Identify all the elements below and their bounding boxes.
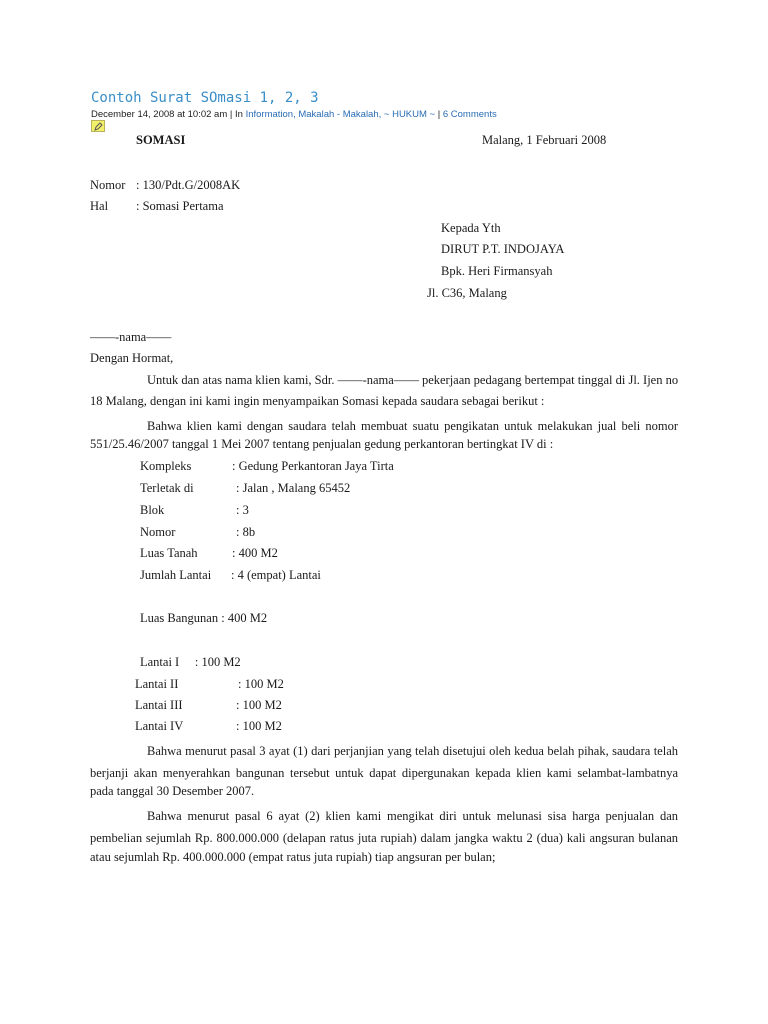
comments-link[interactable]: 6 Comments xyxy=(442,109,497,120)
paragraph-line: 18 Malang, dengan ini kami ingin menyampaikan Somasi kepada saudara sebagai berikut : xyxy=(90,394,545,408)
floor-value: : 100 M2 xyxy=(238,677,284,691)
recipient-address: Jl. C36, Malang xyxy=(427,286,507,300)
detail-value: : Gedung Perkantoran Jaya Tirta xyxy=(232,459,394,473)
nomor-label: Nomor xyxy=(90,178,126,192)
paragraph-line: Bahwa menurut pasal 3 ayat (1) dari perjanjian yang telah disetujui oleh kedua belah pihak, saudara telah xyxy=(147,744,678,758)
detail-value: : Jalan , Malang 65452 xyxy=(236,481,351,495)
detail-value: : 8b xyxy=(236,525,256,539)
detail-label: Blok xyxy=(140,503,165,517)
paragraph-line: pada tanggal 30 Desember 2007. xyxy=(90,784,255,798)
edit-icon[interactable] xyxy=(91,120,105,132)
detail-label: Nomor xyxy=(140,525,176,539)
hal-label: Hal xyxy=(90,199,109,213)
post-title[interactable]: Contoh Surat SOmasi 1, 2, 3 xyxy=(91,90,319,106)
paragraph-line: Bahwa klien kami dengan saudara telah membuat suatu pengikatan untuk melakukan jual beli nomor xyxy=(147,419,678,433)
category-links[interactable]: Information, Makalah - Makalah, ~ HUKUM ~ xyxy=(245,109,436,120)
detail-label: Luas Tanah xyxy=(140,546,198,560)
hal-value: : Somasi Pertama xyxy=(136,199,224,213)
paragraph-line: 551/25.46/2007 tanggal 1 Mei 2007 tentang penjualan gedung perkantoran bertingkat IV di : xyxy=(90,437,554,451)
paragraph-line: Untuk dan atas nama klien kami, Sdr. ——-nama—— pekerjaan pedagang bertempat tinggal di Jl. Ijen no xyxy=(147,373,679,387)
paragraph-line: Bahwa menurut pasal 6 ayat (2) klien kami mengikat diri untuk melunasi sisa harga penjualan dan xyxy=(147,809,678,823)
greeting: Dengan Hormat, xyxy=(90,351,174,365)
detail-label: Terletak di xyxy=(140,481,194,495)
paragraph-line: atau sejumlah Rp. 400.000.000 (empat ratus juta rupiah) tiap angsuran per bulan; xyxy=(90,850,496,864)
recipient-line: DIRUT P.T. INDOJAYA xyxy=(441,242,565,256)
detail-value: : 3 xyxy=(236,503,249,517)
floor-line: Lantai I : 100 M2 xyxy=(140,655,241,669)
post-meta xyxy=(91,109,497,120)
detail-value: : 4 (empat) Lantai xyxy=(231,568,321,582)
luas-bangunan: Luas Bangunan : 400 M2 xyxy=(140,611,268,625)
floor-value: : 100 M2 xyxy=(236,698,282,712)
nomor-value: : 130/Pdt.G/2008AK xyxy=(136,178,241,192)
floor-value: : 100 M2 xyxy=(236,719,282,733)
recipient-line: Bpk. Heri Firmansyah xyxy=(441,264,553,278)
floor-label: Lantai III xyxy=(135,698,183,712)
detail-label: Kompleks xyxy=(140,459,192,473)
post-date: December 14, 2008 at 10:02 am | In xyxy=(91,109,246,120)
letter-heading: SOMASI xyxy=(136,133,186,147)
paragraph-line: pembelian sejumlah Rp. 800.000.000 (delapan ratus juta rupiah) dalam jangka waktu 2 (dua) kali angsuran bulanan xyxy=(90,831,678,845)
recipient-line: Kepada Yth xyxy=(441,221,501,235)
name-placeholder: ——-nama—— xyxy=(90,330,172,344)
paragraph-line: berjanji akan menyerahkan bangunan tersebut untuk dapat dipergunakan kepada klien kami selambat-lambatnya xyxy=(90,766,678,780)
floor-label: Lantai IV xyxy=(135,719,184,733)
meta-separator: | xyxy=(435,109,443,120)
detail-value: : 400 M2 xyxy=(232,546,278,560)
detail-label: Jumlah Lantai xyxy=(140,568,212,582)
place-date: Malang, 1 Februari 2008 xyxy=(482,133,607,147)
floor-label: Lantai II xyxy=(135,677,179,691)
